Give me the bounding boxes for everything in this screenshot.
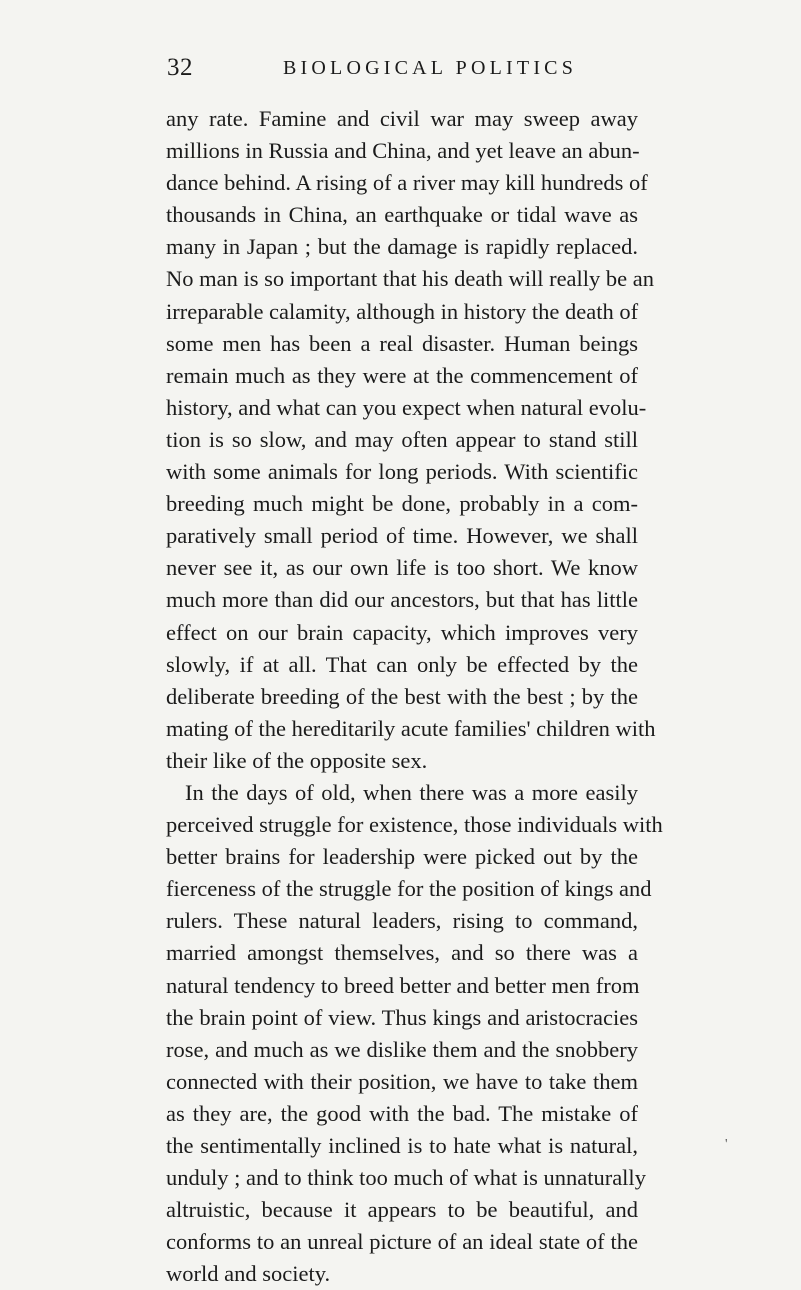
text-line: mating of the hereditarily acute families' children with <box>166 715 656 741</box>
text-line: married amongst themselves, and so there was a <box>166 940 638 966</box>
text-line: slowly, if at all. That can only be effected by the <box>166 651 638 677</box>
text-line: thousands in China, an earthquake or tidal wave as <box>166 202 638 228</box>
text-line: the brain point of view. Thus kings and aristocracies <box>166 1004 638 1030</box>
text-line: rulers. These natural leaders, rising to command, <box>166 908 638 934</box>
text-line: the sentimentally inclined is to hate what is natural, <box>166 1133 638 1158</box>
text-line: with some animals for long periods. With scientific <box>166 459 638 485</box>
text-line: never see it, as our own life is too short. We know <box>166 555 638 581</box>
text-line: any rate. Famine and civil war may sweep away <box>166 106 638 131</box>
text-line: much more than did our ancestors, but that has little <box>166 587 638 613</box>
running-head <box>167 54 637 88</box>
text-line: No man is so important that his death will really be an <box>166 266 655 292</box>
text-line: many in Japan ; but the damage is rapidly replaced. <box>166 234 638 260</box>
page-number: 32 <box>167 54 193 81</box>
stray-mark: ' <box>725 1137 728 1152</box>
text-line: better brains for leadership were picked out by the <box>166 844 638 870</box>
text-line: perceived struggle for existence, those individuals with <box>166 812 663 838</box>
text-line: history, and what can you expect when natural evolu- <box>166 394 647 420</box>
text-line: effect on our brain capacity, which improves very <box>166 619 638 645</box>
text-line: tion is so slow, and may often appear to stand still <box>166 426 638 452</box>
text-line: connected with their position, we have to take them <box>166 1068 638 1094</box>
text-line: some men has been a real disaster. Human beings <box>166 330 638 356</box>
text-line: breeding much might be done, probably in a com- <box>166 491 638 517</box>
running-title: BIOLOGICAL POLITICS <box>283 57 578 79</box>
paragraph-start-line: In the days of old, when there was a more easily <box>185 779 638 805</box>
text-line: unduly ; and to think too much of what is unnaturally <box>166 1165 646 1191</box>
text-line: remain much as they were at the commencement of <box>166 362 638 388</box>
text-line: deliberate breeding of the best with the best ; by the <box>166 683 638 709</box>
body-text <box>166 103 663 1290</box>
paragraph-end-line: world and society. <box>166 1261 331 1287</box>
paragraph-end-line: their like of the opposite sex. <box>166 747 428 773</box>
text-line: paratively small period of time. However, we shall <box>166 523 638 549</box>
text-line: fierceness of the struggle for the position of kings and <box>166 876 652 902</box>
text-line: as they are, the good with the bad. The mistake of <box>166 1100 638 1126</box>
text-line: natural tendency to breed better and better men from <box>166 972 640 998</box>
text-line: conforms to an unreal picture of an ideal state of the <box>166 1229 638 1255</box>
text-line: millions in Russia and China, and yet leave an abun- <box>166 138 640 164</box>
text-line: altruistic, because it appears to be beautiful, and <box>166 1197 638 1223</box>
text-line: irreparable calamity, although in history the death of <box>166 298 639 324</box>
text-line: rose, and much as we dislike them and the snobbery <box>166 1036 638 1062</box>
text-line: dance behind. A rising of a river may kill hundreds of <box>166 170 648 196</box>
